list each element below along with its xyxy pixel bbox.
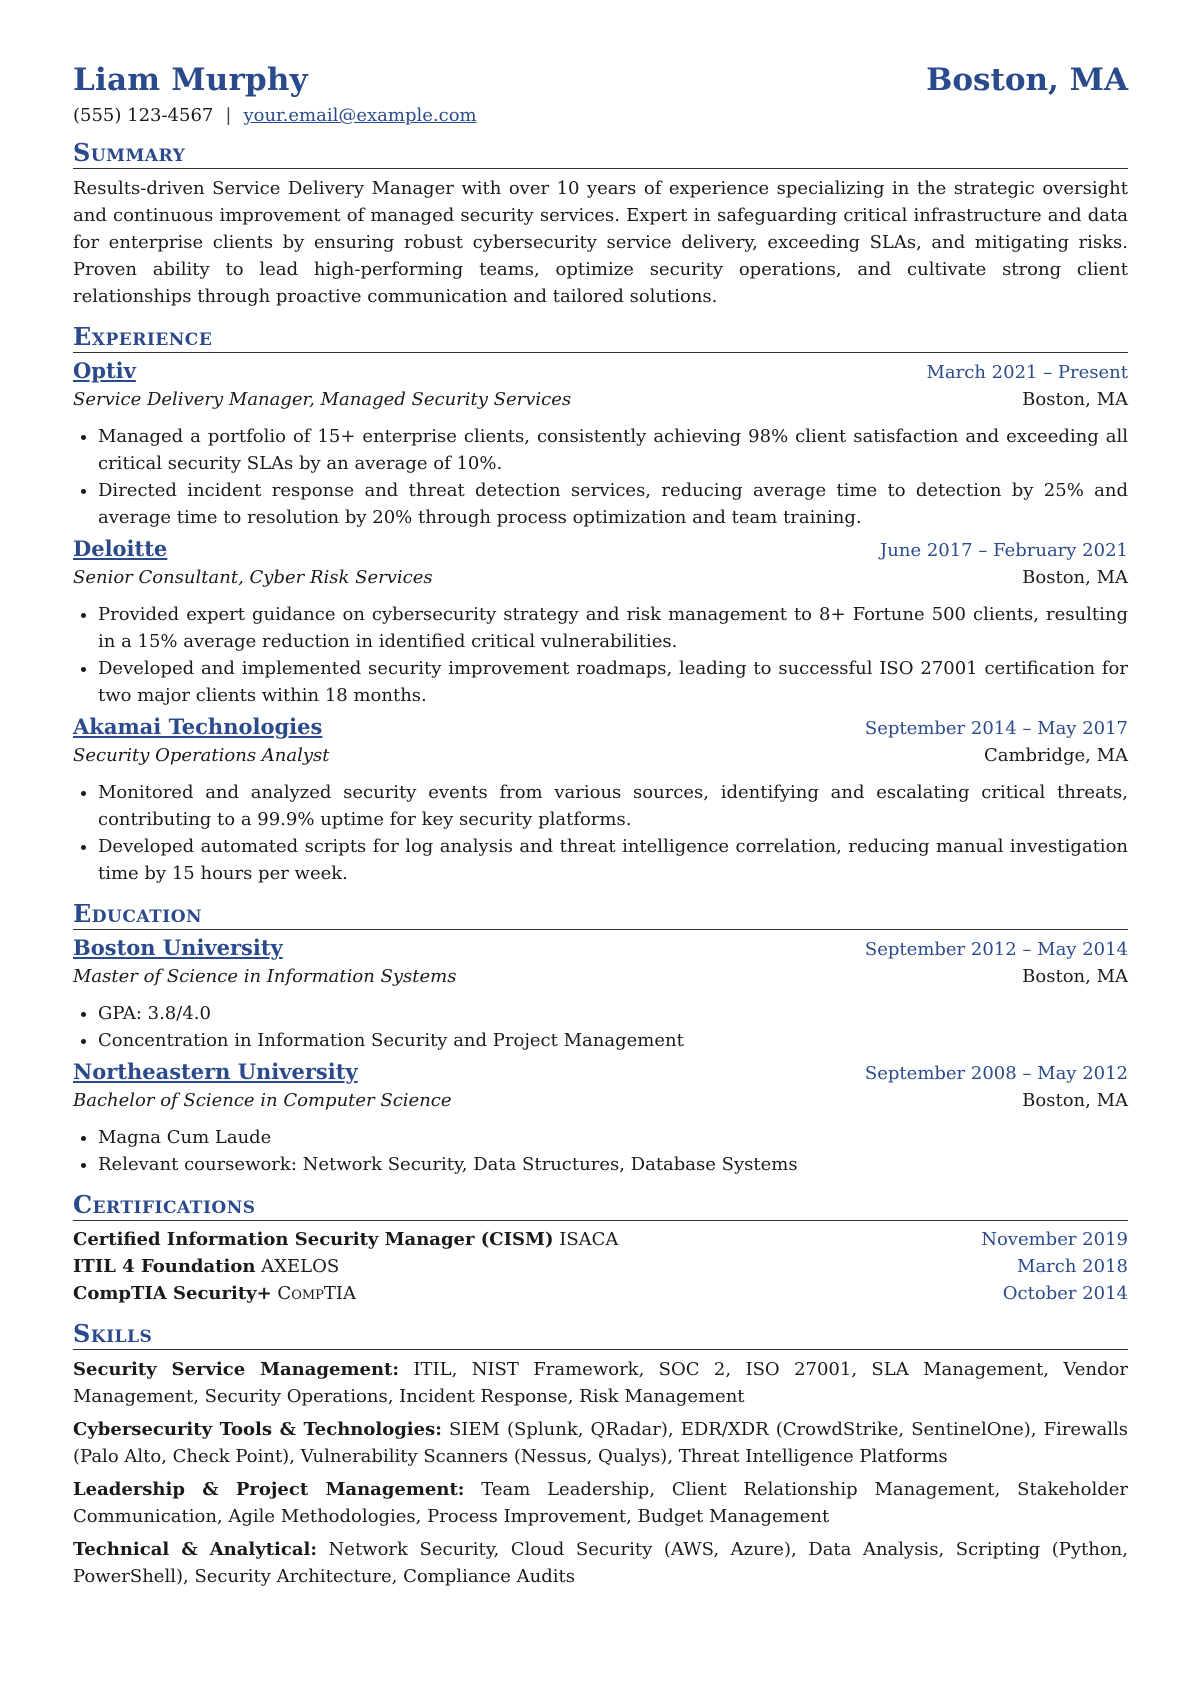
email-link[interactable]: your.email@example.com — [243, 105, 477, 126]
employment-dates: June 2017 – February 2021 — [880, 540, 1128, 561]
achievement-list — [73, 423, 1128, 531]
summary-text: Results-driven Service Delivery Manager with over 10 years of experience specializing in the strategic oversight and continuous improvement of managed security services. Expert in safeguarding critical infrastructure and data for enterprise clients by ensuring robust cybersecurity service delivery, exceeding SLAs, and mitigating risks. Proven ability to lead high-performing teams, optimize security operations, and cultivate strong client relationships through proactive communication and tailored solutions. — [73, 178, 1128, 307]
experience-entry — [73, 356, 1128, 531]
skill-list: Team Leadership, Client Relationship Management, Stakeholder Communication, Agile Methodologies, Process Improvement, Budget Management — [73, 1479, 1128, 1527]
skill-group — [73, 1416, 1128, 1470]
employment-dates: March 2021 – Present — [926, 362, 1128, 383]
achievement-item: • Developed automated scripts for log analysis and threat intelligence correlation, reducing manual investigation time by 15 hours per week. — [98, 833, 1128, 887]
school-link[interactable]: Northeastern University — [73, 1059, 358, 1084]
employment-dates: September 2014 – May 2017 — [864, 718, 1128, 739]
skill-group — [73, 1356, 1128, 1410]
employer-link[interactable]: Deloitte — [73, 536, 168, 561]
job-title: Security Operations Analyst — [73, 745, 330, 766]
resume-page — [73, 62, 1128, 1590]
certification-date: November 2019 — [981, 1229, 1128, 1250]
section-title-education: Education — [73, 900, 1128, 930]
skill-group — [73, 1536, 1128, 1590]
summary-section — [73, 139, 1128, 310]
resume-header — [73, 62, 1128, 98]
certification-row — [73, 1226, 1128, 1253]
certification-row — [73, 1280, 1128, 1307]
school-location: Boston, MA — [1022, 1090, 1128, 1111]
job-title: Service Delivery Manager, Managed Security Services — [73, 389, 572, 410]
skill-category: Security Service Management: — [73, 1359, 400, 1380]
skill-category: Cybersecurity Tools & Technologies: — [73, 1419, 442, 1440]
achievement-item: • Monitored and analyzed security events from various sources, identifying and escalating critical threats, contributing to a 99.9% uptime for key security platforms. — [98, 779, 1128, 833]
education-entry — [73, 933, 1128, 1054]
skill-category: Technical & Analytical: — [73, 1539, 317, 1560]
certification-issuer: CompTIA — [277, 1283, 357, 1304]
job-title: Senior Consultant, Cyber Risk Services — [73, 567, 433, 588]
education-detail-list — [73, 1124, 1128, 1178]
skill-list: Network Security, Cloud Security (AWS, Azure), Data Analysis, Scripting (Python, PowerShell), Security Architecture, Compliance Audits — [73, 1539, 1128, 1587]
certifications-section — [73, 1191, 1128, 1307]
certification-row — [73, 1253, 1128, 1280]
achievement-list — [73, 779, 1128, 887]
skill-group — [73, 1476, 1128, 1530]
education-detail-item: • Magna Cum Laude — [98, 1124, 1128, 1151]
experience-entry — [73, 534, 1128, 709]
candidate-name: Liam Murphy — [73, 62, 308, 98]
job-location: Boston, MA — [1022, 389, 1128, 410]
education-detail-item: • Relevant coursework: Network Security, Data Structures, Database Systems — [98, 1151, 1128, 1178]
achievement-item: • Directed incident response and threat detection services, reducing average time to detection by 25% and average time to resolution by 20% through process optimization and team training. — [98, 477, 1128, 531]
skill-list: ITIL, NIST Framework, SOC 2, ISO 27001, SLA Management, Vendor Management, Security Operations, Incident Response, Risk Management — [73, 1359, 1128, 1407]
employer-link[interactable]: Optiv — [73, 358, 136, 383]
skill-list: SIEM (Splunk, QRadar), EDR/XDR (CrowdStrike, SentinelOne), Firewalls (Palo Alto, Check Point), Vulnerability Scanners (Nessus, Qualys), Threat Intelligence Platforms — [73, 1419, 1128, 1467]
contact-separator: | — [225, 105, 232, 126]
school-link[interactable]: Boston University — [73, 935, 283, 960]
study-dates: September 2008 – May 2012 — [864, 1063, 1128, 1084]
certification-name: ITIL 4 Foundation — [73, 1256, 256, 1277]
certification-name: Certified Information Security Manager (CISM) — [73, 1229, 554, 1250]
section-title-certifications: Certifications — [73, 1191, 1128, 1221]
section-title-experience: Experience — [73, 323, 1128, 353]
achievement-item: • Provided expert guidance on cybersecurity strategy and risk management to 8+ Fortune 500 clients, resulting in a 15% average reduction in identified critical vulnerabilities. — [98, 601, 1128, 655]
degree-title: Bachelor of Science in Computer Science — [73, 1090, 452, 1111]
candidate-location: Boston, MA — [926, 62, 1128, 98]
section-title-skills: Skills — [73, 1320, 1128, 1350]
education-detail-item: • Concentration in Information Security and Project Management — [98, 1027, 1128, 1054]
certification-name: CompTIA Security+ — [73, 1283, 272, 1304]
section-title-summary: Summary — [73, 139, 1128, 169]
employer-link[interactable]: Akamai Technologies — [73, 714, 323, 739]
job-location: Boston, MA — [1022, 567, 1128, 588]
phone-number: (555) 123-4567 — [73, 105, 214, 126]
certification-date: October 2014 — [1002, 1283, 1128, 1304]
certification-issuer: AXELOS — [261, 1256, 340, 1277]
job-location: Cambridge, MA — [983, 745, 1128, 766]
study-dates: September 2012 – May 2014 — [864, 939, 1128, 960]
skills-section — [73, 1320, 1128, 1590]
experience-entry — [73, 712, 1128, 887]
certification-date: March 2018 — [1017, 1256, 1128, 1277]
education-entry — [73, 1057, 1128, 1178]
certification-issuer: ISACA — [559, 1229, 619, 1250]
school-location: Boston, MA — [1022, 966, 1128, 987]
education-detail-list — [73, 1000, 1128, 1054]
achievement-item: • Developed and implemented security improvement roadmaps, leading to successful ISO 27001 certification for two major clients within 18 months. — [98, 655, 1128, 709]
degree-title: Master of Science in Information Systems — [73, 966, 457, 987]
education-section — [73, 900, 1128, 1178]
experience-section — [73, 323, 1128, 887]
education-detail-item: • GPA: 3.8/4.0 — [98, 1000, 1128, 1027]
contact-line — [73, 105, 1128, 126]
achievement-item: • Managed a portfolio of 15+ enterprise clients, consistently achieving 98% client satisfaction and exceeding all critical security SLAs by an average of 10%. — [98, 423, 1128, 477]
achievement-list — [73, 601, 1128, 709]
skill-category: Leadership & Project Management: — [73, 1479, 465, 1500]
